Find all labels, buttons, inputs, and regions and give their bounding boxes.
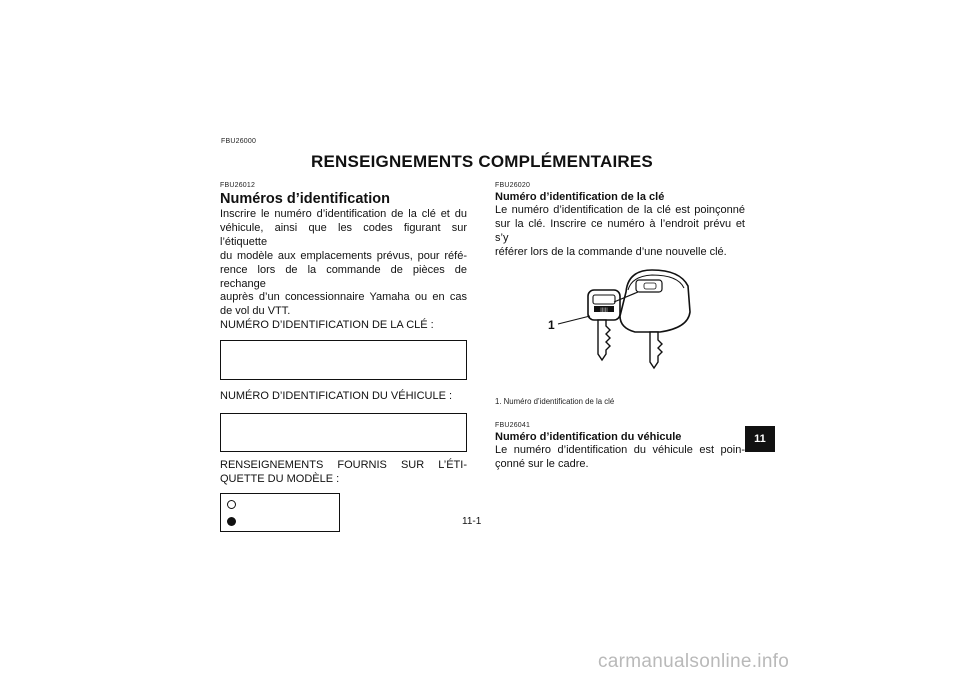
section-code-key: FBU26020: [495, 182, 531, 189]
paragraph-line: référer lors de la commande d’une nouvelle clé.: [495, 245, 727, 258]
svg-text:|||||: |||||: [600, 308, 608, 313]
right-column: [495, 182, 745, 260]
page-number: 11-1: [462, 516, 482, 527]
section-code-header: FBU26000: [221, 138, 257, 145]
heading-vehicle-number: Numéro d’identification du véhicule: [495, 431, 682, 443]
paragraph-line: sur la clé. Inscrire ce numéro à l’endroit prévu et s’y: [495, 217, 745, 244]
paragraph-line: de vol du VTT.: [220, 305, 291, 318]
paragraph-line: rence lors de la commande de pièces de rechange: [220, 263, 467, 290]
open-circle-icon: [227, 500, 236, 509]
paragraph-line: çonné sur le cadre.: [495, 457, 589, 470]
key-number-label: NUMÉRO D’IDENTIFICATION DE LA CLÉ :: [220, 319, 434, 332]
left-column: [220, 182, 467, 532]
heading-key-number: Numéro d’identification de la clé: [495, 191, 665, 203]
paragraph-line: véhicule, ainsi que les codes figurant sur l’étiquette: [220, 221, 467, 248]
model-label-box: [220, 493, 340, 532]
section-code-vehicle: FBU26041: [495, 422, 531, 429]
vehicle-paragraph: [495, 444, 745, 472]
vehicle-number-box: [220, 413, 467, 452]
identification-paragraph: [220, 208, 467, 319]
paragraph-line: Le numéro d’identification de la clé est poinçonné: [495, 204, 745, 216]
section-code-identification: FBU26012: [220, 182, 256, 189]
heading-identification-numbers: Numéros d’identification: [220, 191, 390, 207]
paragraph-line: Inscrire le numéro d’identification de la clé et du: [220, 208, 467, 220]
key-number-box: [220, 340, 467, 380]
page-title: RENSEIGNEMENTS COMPLÉMENTAIRES: [311, 152, 653, 171]
paragraph-line: auprès d’un concessionnaire Yamaha ou en cas: [220, 291, 467, 304]
figure-callout-number: 1: [548, 318, 555, 332]
vehicle-section: [495, 422, 745, 472]
paragraph-line: Le numéro d’identification du véhicule est poin-: [495, 444, 745, 456]
chapter-tab: 11: [745, 426, 775, 452]
model-label-line-1: RENSEIGNEMENTS FOURNIS SUR L’ÉTI-: [220, 459, 467, 472]
watermark: carmanualsonline.info: [598, 651, 790, 672]
figure-caption: 1. Numéro d’identification de la clé: [495, 397, 615, 406]
vehicle-number-label: NUMÉRO D’IDENTIFICATION DU VÉHICULE :: [220, 390, 453, 403]
two-keys-icon: [540, 262, 710, 392]
model-label-line-2: QUETTE DU MODÈLE :: [220, 472, 340, 485]
key-paragraph: [495, 204, 745, 260]
paragraph-line: du modèle aux emplacements prévus, pour réfé-: [220, 249, 467, 262]
filled-circle-icon: [227, 517, 236, 526]
